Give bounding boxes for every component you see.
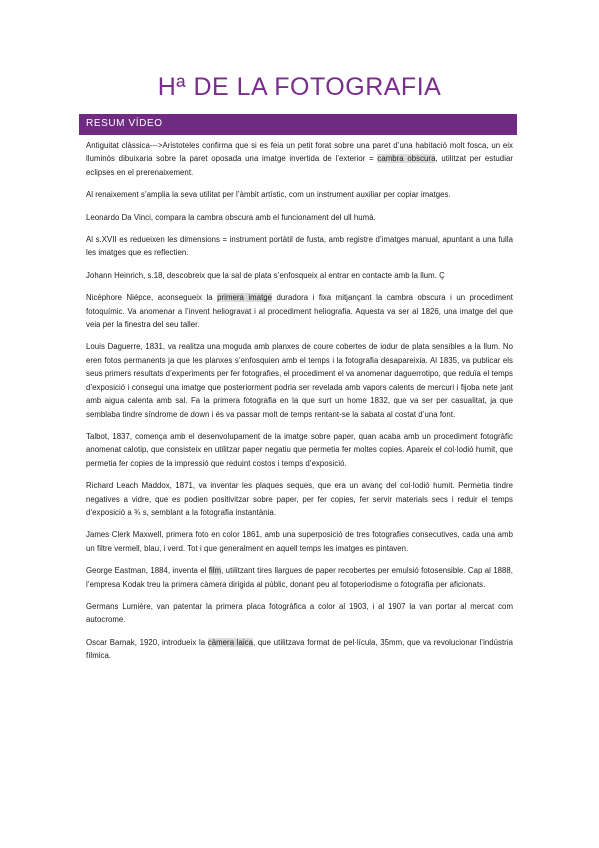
paragraph-text: Leonardo Da Vinci, compara la cambra obscura amb el funcionament del ull humà. — [86, 212, 376, 222]
paragraph — [86, 211, 513, 224]
paragraph — [86, 233, 513, 260]
paragraph-text: Nicéphore Niépce, aconsegueix la — [86, 293, 218, 303]
paragraph — [86, 269, 513, 282]
paragraph-text: , utilitzant tires llargues de paper recobertes per emulsió fotosensible. Cap al 1888, l’empresa Kodak treu la primera càmera dirigida al públic, donant peu al fotoperiodisme o fotografia per aficionats. — [86, 566, 514, 589]
paragraph-text: Talbot, 1837, comença amb el desenvolupament de la imatge sobre paper, quan acaba amb un procediment fotogràfic anomenat calotip, que consisteix en utilitzar paper negatiu que permetia fer moltes copies. Apareix el col·lodió humit, que permetia fer copies de la impressió que reduint costos i temps d’exposició. — [86, 431, 513, 468]
section-header-band — [79, 114, 517, 135]
paragraph-text: Germans Lumière, van patentar la primera placa fotogràfica a color al 1903, i al 1907 la van portar al mercat com autocrome. — [86, 601, 513, 625]
paragraph-text: , que utilitzava format de pel·lícula, 35mm, que va revolucionar l’indústria fílmica. — [86, 637, 513, 661]
highlighted-term: film — [208, 566, 222, 576]
paragraph — [86, 528, 513, 555]
paragraph — [86, 291, 513, 331]
paragraph — [86, 139, 513, 179]
section-label: RESUM VÍDEO — [86, 118, 163, 129]
paragraph — [86, 430, 513, 470]
paragraph-text: Richard Leach Maddox, 1871, va inventar les plaques seques, que era un avanç del col·lodió humit. Permetia tindre negatives a vidre, que es podien positivitzar sobre paper, per fer copies, fer servir materials secs i reduir el temps d’exposició a ¾ s, semblant a la fotografia instantània. — [86, 481, 513, 517]
paragraph-text: , utilitzat per estudiar eclipses en el prerenaixement. — [86, 154, 514, 177]
highlighted-term: càmera laica — [207, 637, 254, 647]
paragraph — [86, 636, 513, 663]
highlighted-term: cambra obscura — [377, 154, 436, 164]
paragraph-text: Louis Daguerre, 1831, va realitza una moguda amb planxes de coure cobertes de iodur de plata sensibles a la llum. No eren fotos permanents ja que les planxes s’enfosquien amb el temps i la fotografia desapareixia. Al 1835, va publicar els seus primers resultats d’experiments per fer fotografies, el procediment el va anomenar daguerrotipo, que reduïa el temps d’exposició i consegui una imatge que posteriorment podria ser revelada amb vapors calents de mercuri i fijoba nete jant amb aigua calenta amb sal. Fa la primera fotografia en la que surt un home 1832, que va ser per casualitat, ja que semblaba tindre síndrome de down i és va passar molt de temps rentant-se la sabata al costat d’una font. — [86, 342, 513, 419]
paragraph-text: Al renaixement s’amplia la seva utilitat per l’àmbit artístic, com un instrument auxiliar per copiar imatges. — [86, 190, 451, 200]
paragraph-text: Johann Heinrich, s.18, descobreix que la sal de plata s’enfosqueix al entrar en contacte amb la llum. Ç — [86, 270, 445, 280]
paragraph-text: James Clerk Maxwell, primera foto en color 1861, amb una superposició de tres fotografies consecutives, cada una amb un filtre vermell, blau, i verd. Tot i que generalment en aquell temps les imatges es pintaven. — [86, 530, 513, 553]
paragraph-text: Al s.XVII es redueixen les dimensions = instrument portàtil de fusta, amb registre d’imatges manual, apuntant a una fulla les imatges que es reflectien. — [86, 235, 513, 258]
paragraph-text: duradora i fixa mitjançant la cambra obscura i un procediment fotoquímic. Va anomenar a l’invent heliogravat i al procediment heliografia. Aquesta va ser al 1826, una imatge del que veia per la finestra del seu taller. — [86, 293, 514, 330]
paragraph — [86, 340, 513, 420]
paragraph-text: Oscar Barnak, 1920, introdueix la — [86, 637, 208, 647]
paragraph-text: Antiguitat clàssica--->Aristoteles confirma que si es feia un petit forat sobre una paret d’una habitació molt fosca, un eix lluminós dibuixaria sobre la paret oposada una imatge invertida de l’exterior = — [86, 141, 513, 164]
paragraph — [86, 479, 513, 519]
document-body — [86, 139, 513, 672]
paragraph — [86, 564, 513, 591]
highlighted-term: primera imatge — [217, 293, 273, 303]
page-title: Hª DE LA FOTOGRAFIA — [157, 73, 442, 101]
paragraph-text: George Eastman, 1884, inventa el — [86, 566, 209, 576]
paragraph — [86, 188, 513, 201]
paragraph — [86, 600, 513, 627]
